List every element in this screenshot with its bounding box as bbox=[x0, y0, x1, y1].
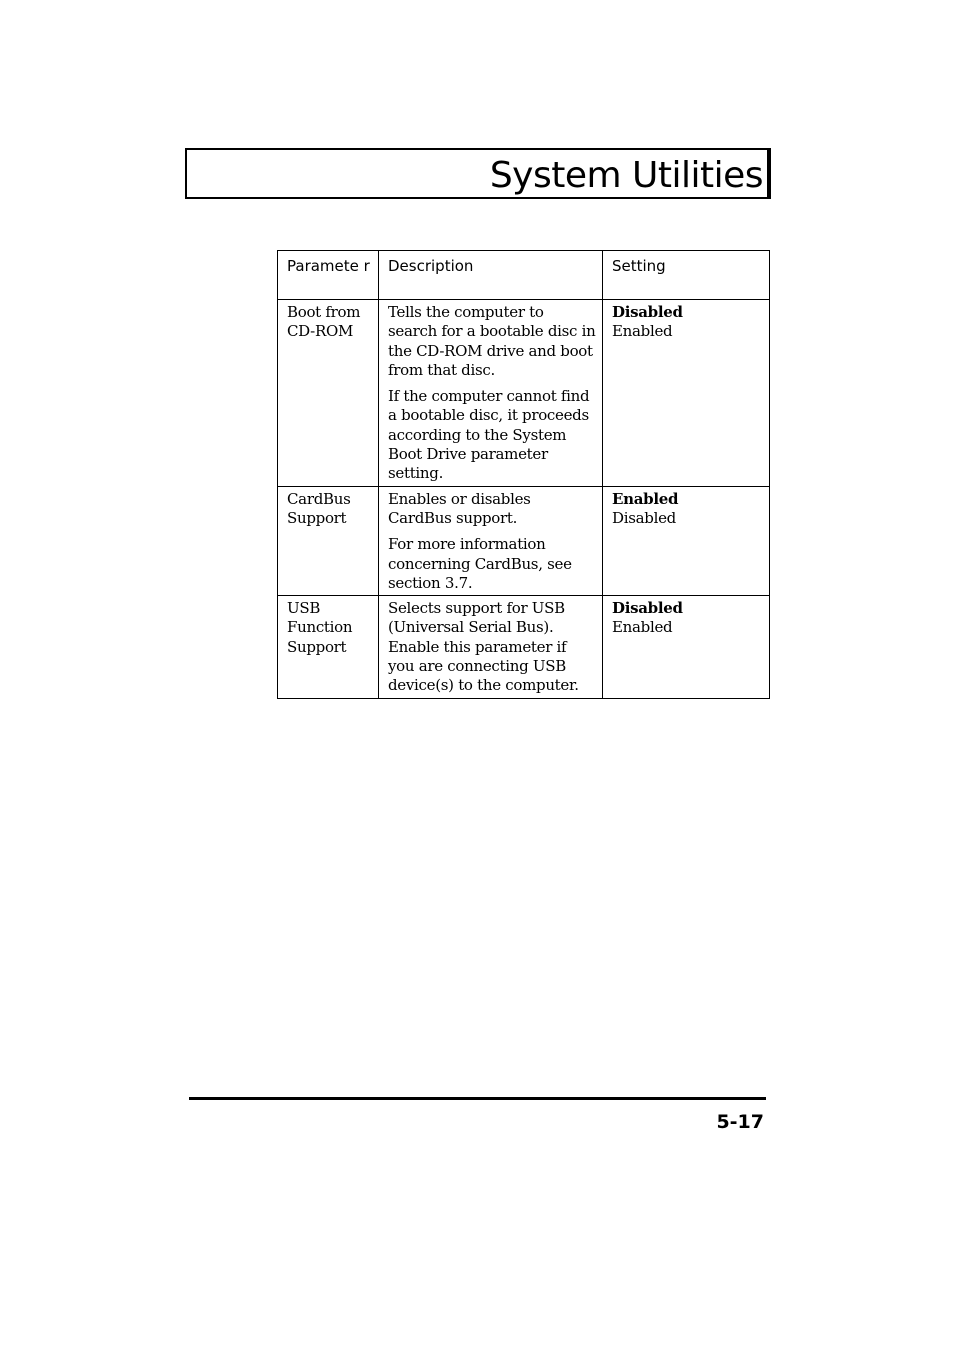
footer-divider bbox=[189, 1097, 766, 1100]
setting-cell bbox=[603, 300, 770, 487]
description-cell bbox=[379, 486, 603, 595]
description-paragraph: Tells the computer to search for a bootable disc in the CD-ROM drive and boot from that disc. bbox=[388, 303, 596, 379]
description-paragraph: If the computer cannot find a bootable disc, it proceeds according to the System Boot Drive parameter setting. bbox=[388, 387, 590, 483]
table-row bbox=[278, 486, 770, 595]
column-header-setting: Setting bbox=[603, 251, 770, 300]
chapter-header bbox=[185, 148, 771, 199]
setting-cell bbox=[603, 596, 770, 698]
parameter-cell: Boot from CD-ROM bbox=[278, 300, 379, 487]
description-cell bbox=[379, 596, 603, 698]
parameter-cell: CardBus Support bbox=[278, 486, 379, 595]
description-paragraph: Selects support for USB (Universal Serial Bus). Enable this parameter if you are connecting USB device(s) to the computer. bbox=[388, 599, 579, 695]
setting-option-default: Enabled bbox=[612, 489, 679, 508]
setting-option: Enabled bbox=[612, 618, 673, 637]
column-header-parameter: Paramete r bbox=[278, 251, 379, 300]
setting-option-default: Disabled bbox=[612, 303, 683, 321]
setting-option: Enabled bbox=[612, 322, 673, 341]
setting-option-default: Disabled bbox=[612, 599, 683, 618]
table-row bbox=[278, 300, 770, 487]
setting-cell bbox=[603, 486, 770, 595]
setting-option: Disabled bbox=[612, 508, 676, 527]
page-number: 5-17 bbox=[716, 1111, 764, 1133]
page-title: System Utilities bbox=[489, 155, 763, 196]
parameter-table bbox=[277, 250, 770, 699]
table-row bbox=[278, 596, 770, 698]
description-paragraph: For more information concerning CardBus, see section 3.7. bbox=[388, 535, 572, 592]
column-header-description: Description bbox=[379, 251, 603, 300]
description-paragraph: Enables or disables CardBus support. bbox=[388, 489, 531, 527]
table-header-row bbox=[278, 251, 770, 300]
description-cell bbox=[379, 300, 603, 487]
parameter-cell: USB Function Support bbox=[278, 596, 379, 698]
